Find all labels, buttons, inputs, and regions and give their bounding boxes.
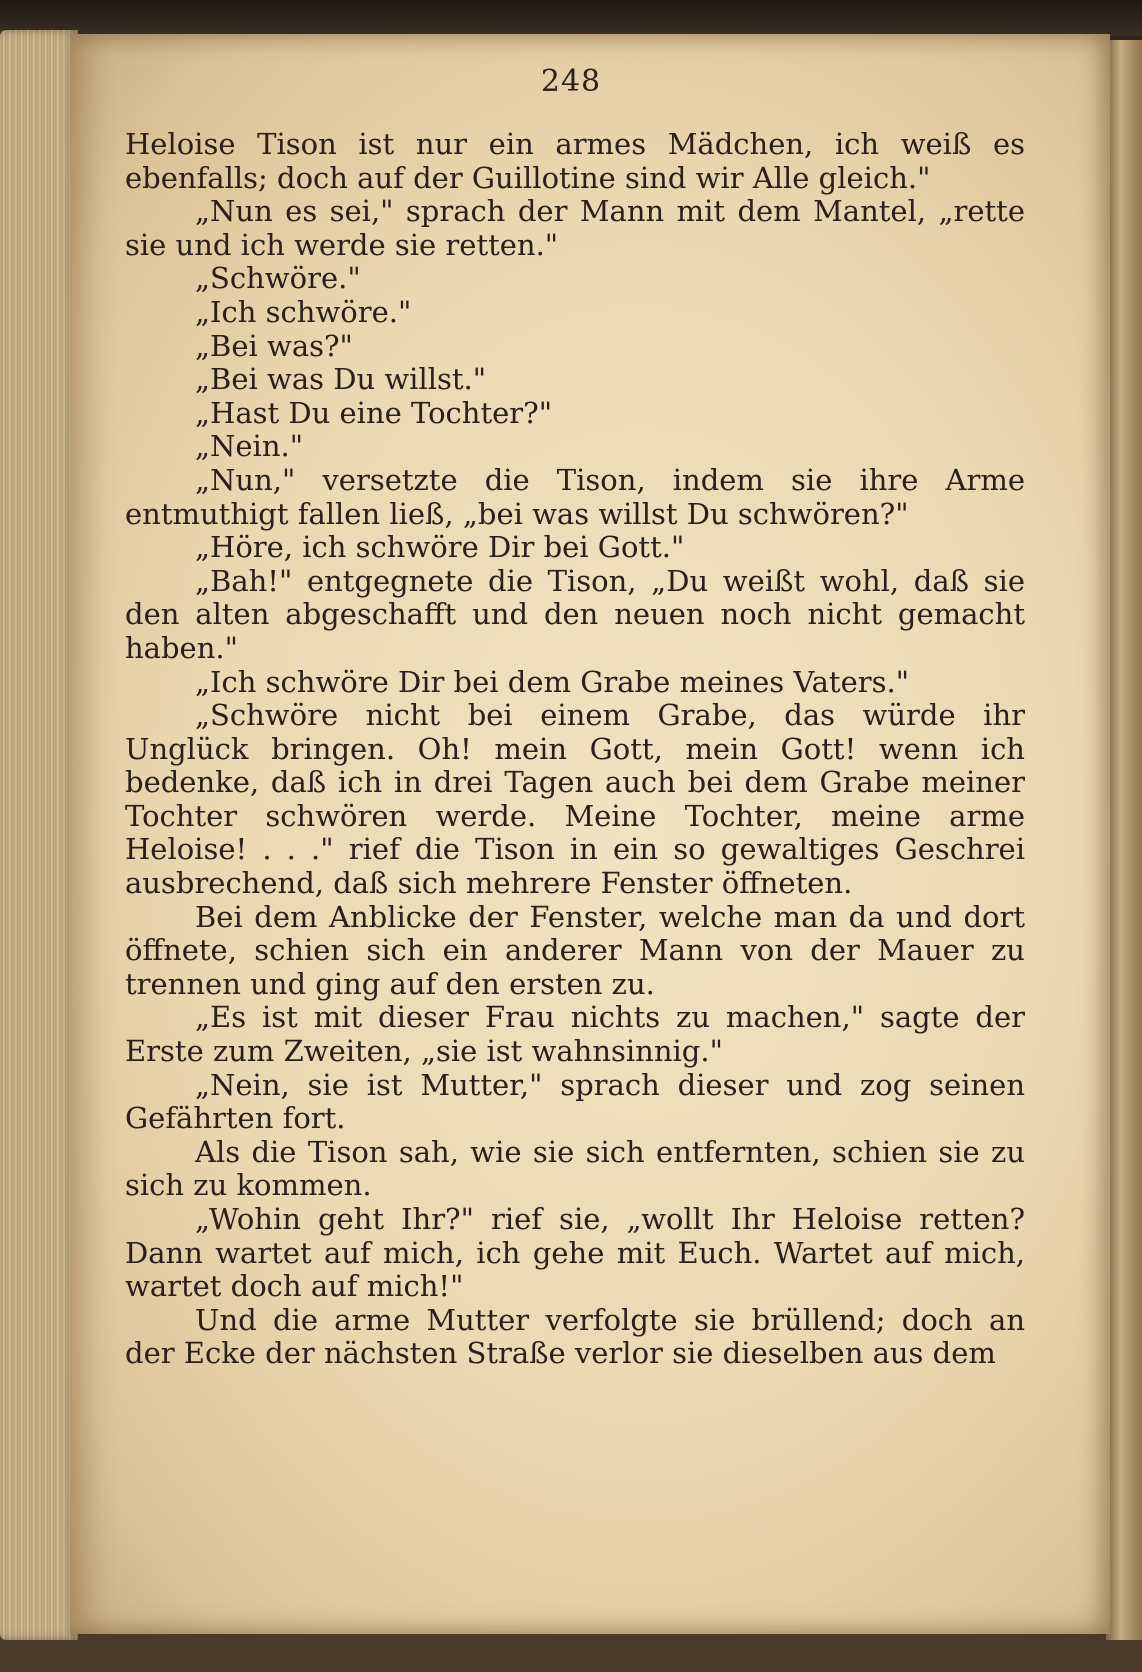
paragraph: „Bei was?" — [195, 328, 353, 363]
paragraph: „Bei was Du willst." — [195, 362, 487, 397]
book-top-edge — [0, 0, 1142, 36]
paragraph: „Höre, ich schwöre Dir bei Gott." — [195, 530, 685, 565]
paragraph: „Ich schwöre Dir bei dem Grabe meines Vaters." — [195, 664, 910, 699]
page-stack-left — [0, 30, 78, 1640]
paragraph: „Ich schwöre." — [195, 294, 412, 329]
paragraph: „Nun es sei," sprach der Mann mit dem Mantel, „rette sie und ich werde sie retten." — [125, 194, 1025, 262]
paragraph: „Es ist mit dieser Frau nichts zu machen," sagte der Erste zum Zweiten, „sie ist wahnsinnig." — [125, 1000, 1025, 1069]
paragraph: Heloise Tison ist nur ein armes Mädchen, ich weiß es ebenfalls; doch auf der Guillotine sind wir Alle gleich." — [125, 127, 1025, 195]
paragraph: „Nein." — [195, 429, 304, 464]
paragraph: „Schwöre." — [195, 261, 361, 296]
paragraph: „Bah!" entgegnete die Tison, „Du weißt wohl, daß sie den alten abgeschafft und den neuen noch nicht gemacht haben." — [125, 563, 1025, 665]
page-stack-right — [1106, 40, 1142, 1640]
paragraph: „Nun," versetzte die Tison, indem sie ihre Arme entmuthigt fallen ließ, „bei was willst Du schwören?" — [125, 462, 1025, 531]
paragraph: „Wohin geht Ihr?" rief sie, „wollt Ihr Heloise retten? Dann wartet auf mich, ich gehe mit Euch. Wartet auf mich, wartet doch auf mich!" — [125, 1202, 1025, 1304]
paragraph: Bei dem Anblicke der Fenster, welche man da und dort öffnete, schien sich ein anderer Mann von der Mauer zu trennen und ging auf den ersten zu. — [125, 899, 1025, 1001]
page-number: 248 — [540, 64, 602, 99]
paragraph: „Hast Du eine Tochter?" — [195, 395, 553, 430]
paragraph: Als die Tison sah, wie sie sich entfernten, schien sie zu sich zu kommen. — [125, 1134, 1025, 1203]
paragraph: „Schwöre nicht bei einem Grabe, das würde ihr Unglück bringen. Oh! mein Gott, mein Gott! wenn ich bedenke, daß ich in drei Tagen auch bei dem Grabe meiner Tochter schwören werde. Meine Tochter, meine arme Heloise! . . ." rief die Tison in ein so gewaltiges Geschrei ausbrechend, daß sich mehrere Fenster öffneten. — [125, 698, 1025, 901]
paragraph: „Nein, sie ist Mutter," sprach dieser und zog seinen Gefährten fort. — [125, 1067, 1025, 1136]
body-text — [125, 128, 1025, 1371]
paragraph: Und die arme Mutter verfolgte sie brüllend; doch an der Ecke der nächsten Straße verlor sie dieselben aus dem — [125, 1302, 1025, 1371]
